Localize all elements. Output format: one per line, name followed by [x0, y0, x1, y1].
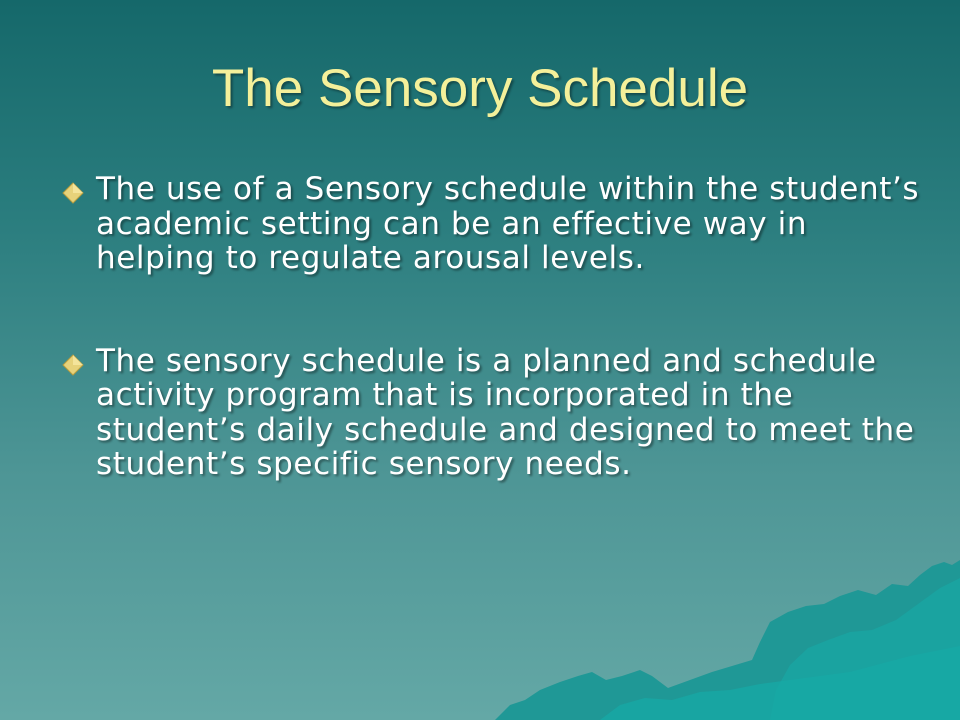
bullet-item: [60, 344, 920, 482]
diamond-bullet-icon: [62, 182, 84, 204]
bullet-item: [60, 172, 920, 276]
diamond-bullet-icon: [62, 354, 84, 376]
slide-title: The Sensory Schedule: [211, 59, 749, 118]
bullet-text: The use of a Sensory schedule within the student’s academic setting can be an effective way in helping to regulate arousal levels.: [96, 171, 920, 276]
bullet-text: The sensory schedule is a planned and schedule activity program that is incorporated in the student’s daily schedule and designed to meet the student’s specific sensory needs.: [96, 342, 915, 482]
bullet-list: [60, 172, 920, 550]
